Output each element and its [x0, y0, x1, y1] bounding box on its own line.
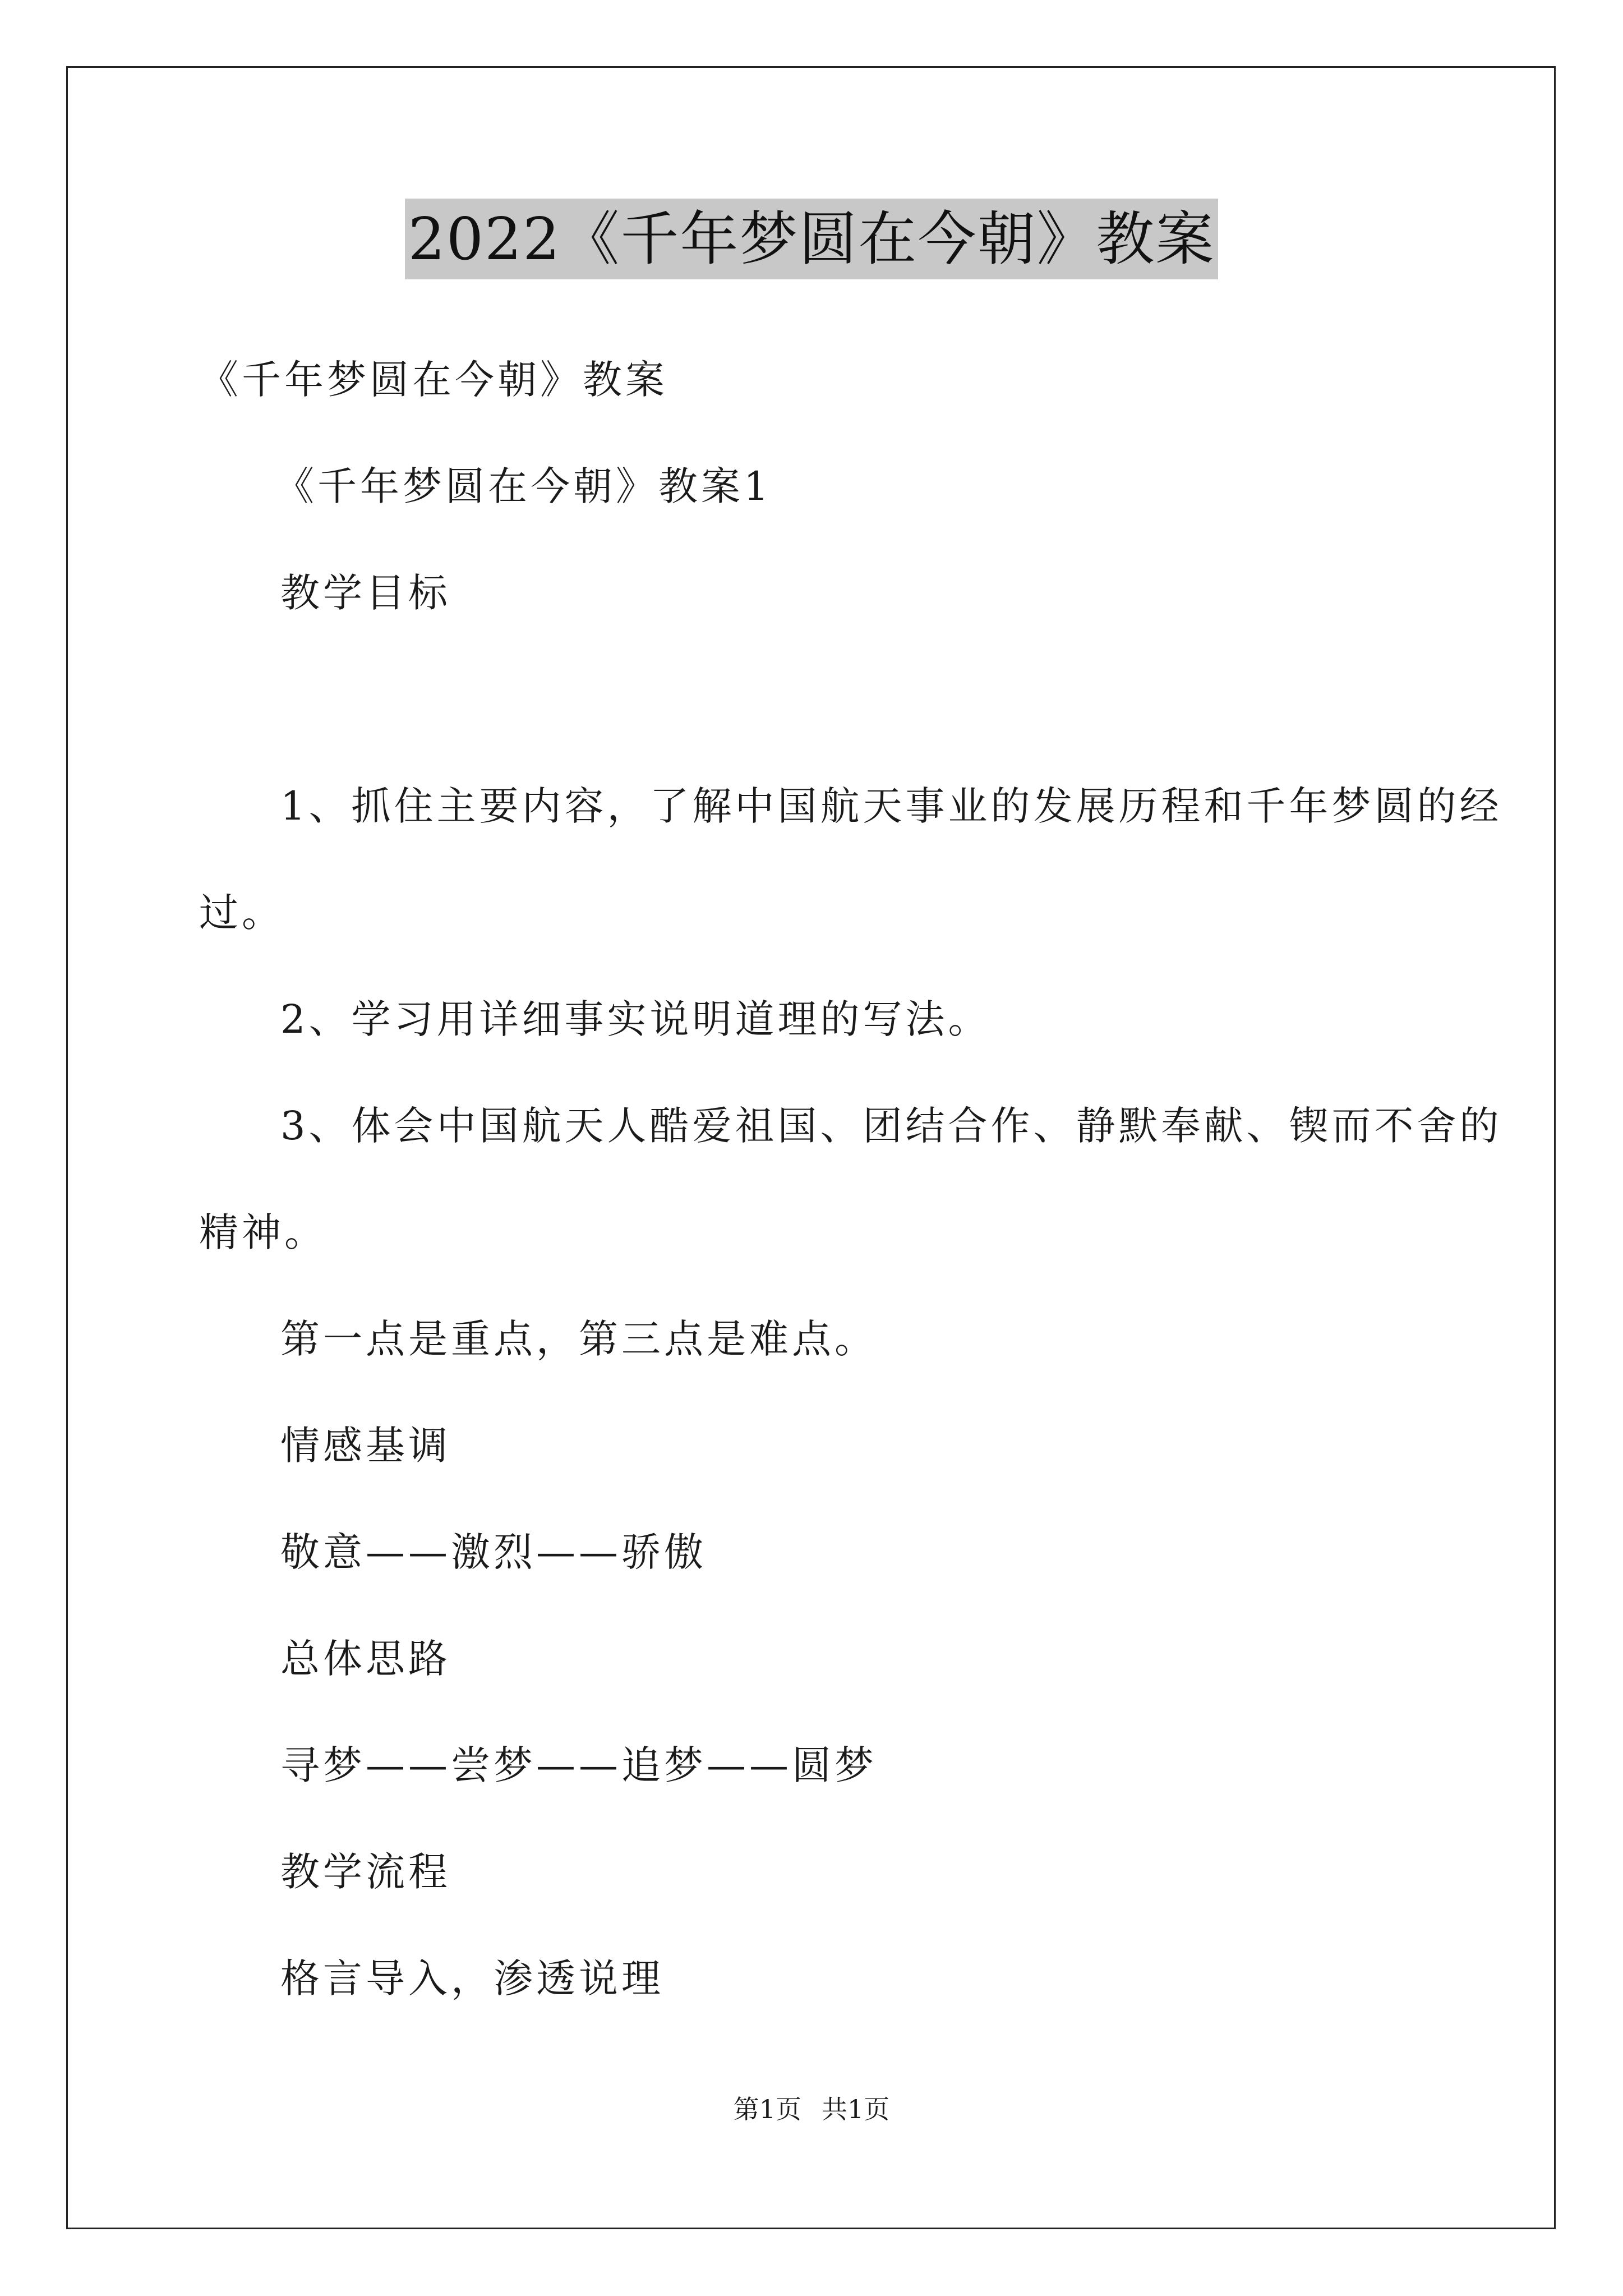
paragraph-line: 教学目标 — [280, 570, 451, 616]
paragraph-line: 2、学习用详细事实说明道理的写法。 — [280, 996, 991, 1042]
paragraph-line: 情感基调 — [280, 1423, 451, 1469]
paragraph-line: 总体思路 — [280, 1636, 451, 1682]
paragraph-line: 格言导入，渗透说理 — [280, 1955, 664, 2001]
paragraph-line: 3、体会中国航天人酷爱祖国、团结合作、静默奉献、锲而不舍的 — [280, 1103, 1502, 1149]
paragraph-line: 寻梦——尝梦——追梦——圆梦 — [280, 1742, 877, 1788]
subtitle-line: 《千年梦圆在今朝》教案 — [199, 357, 668, 403]
paragraph-line: 1、抓住主要内容，了解中国航天事业的发展历程和千年梦圆的经 — [280, 783, 1502, 829]
paragraph-line: 敬意——激烈——骄傲 — [280, 1529, 707, 1575]
section-heading: 《千年梦圆在今朝》教案1 — [275, 463, 772, 509]
page-footer — [0, 2092, 1623, 2126]
paragraph-line: 过。 — [199, 890, 284, 936]
page-total: 共1页 — [822, 2094, 890, 2124]
paragraph-line: 教学流程 — [280, 1849, 451, 1895]
title-container — [0, 199, 1623, 279]
document-title: 2022《千年梦圆在今朝》教案 — [405, 199, 1219, 279]
paragraph-line: 第一点是重点，第三点是难点。 — [280, 1316, 877, 1362]
paragraph-line: 精神。 — [199, 1209, 327, 1255]
page-number: 第1页 — [733, 2094, 801, 2124]
